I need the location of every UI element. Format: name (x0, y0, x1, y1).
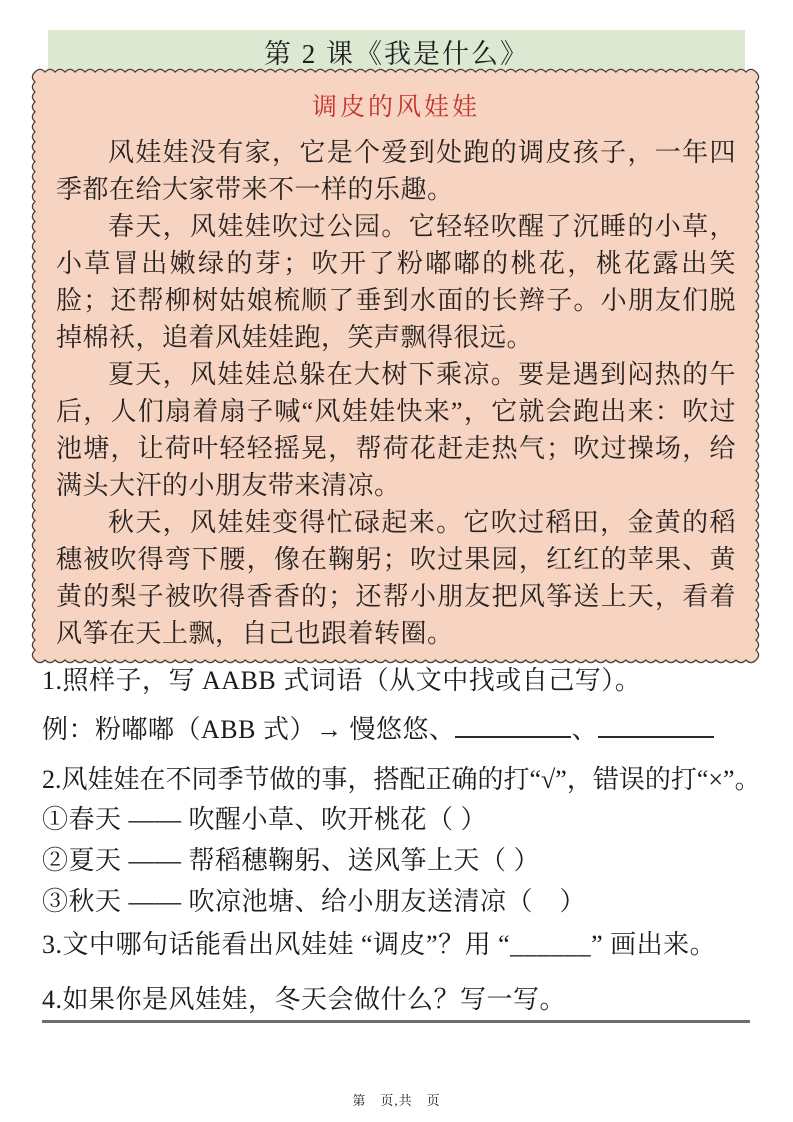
footer-divider (42, 1020, 750, 1023)
passage-paragraph-summer: 夏天，风娃娃总躲在大树下乘凉。要是遇到闷热的午后，人们扇着扇子喊“风娃娃快来”，它就会跑出来：吹过池塘，让荷叶轻轻摇晃，帮荷花赶走热气；吹过操场，给满头大汗的小朋友带来清凉。 (56, 360, 736, 500)
lesson-title: 第 2 课《我是什么》 (264, 39, 529, 69)
passage-paragraph-spring: 春天，风娃娃吹过公园。它轻轻吹醒了沉睡的小草，小草冒出嫩绿的芽；吹开了粉嘟嘟的桃花，桃花露出笑脸；还帮柳树姑娘梳顺了垂到水面的长辫子。小朋友们脱掉棉袄，追着风娃娃跑，笑声飘得很远。 (56, 212, 736, 352)
passage-content (34, 71, 757, 652)
answer-blank-1 (455, 712, 571, 738)
page-footer: 第 页,共 页 (352, 1093, 441, 1108)
question-3: 3.文中哪句话能看出风娃娃 “调皮”？用 “______” 画出来。 (42, 930, 717, 959)
question-2: 2.风娃娃在不同季节做的事，搭配正确的打“√”，错误的打“×”。 (42, 765, 761, 794)
question-1-example-prefix: 例：粉嘟嘟（ABB 式）→ 慢悠悠、 (42, 715, 456, 744)
question-1: 1.照样子，写 AABB 式词语（从文中找或自己写）。 (42, 666, 642, 695)
questions-section (42, 664, 761, 1017)
answer-blank-2 (598, 712, 714, 738)
question-2-item-autumn: ③秋天 —— 吹凉池塘、给小朋友送清凉（ ） (42, 887, 587, 916)
question-2-item-spring: ①春天 —— 吹醒小草、吹开桃花（ ） (42, 805, 488, 834)
question-1-example-separator: 、 (571, 715, 598, 744)
question-4: 4.如果你是风娃娃，冬天会做什么？写一写。 (42, 985, 567, 1014)
reading-passage-box (34, 71, 757, 661)
question-2-item-summer: ②夏天 —— 帮稻穗鞠躬、送风筝上天（ ） (42, 846, 541, 875)
passage-paragraph-autumn: 秋天，风娃娃变得忙碌起来。它吹过稻田，金黄的稻穗被吹得弯下腰，像在鞠躬；吹过果园，红红的苹果、黄黄的梨子被吹得香香的；还帮小朋友把风筝送上天，看着风筝在天上飘，自己也跟着转圈。 (56, 508, 736, 648)
passage-title: 调皮的风娃娃 (311, 94, 480, 121)
passage-paragraph-intro: 风娃娃没有家，它是个爱到处跑的调皮孩子，一年四季都在给大家带来不一样的乐趣。 (56, 138, 736, 204)
question-1-example (42, 711, 758, 749)
